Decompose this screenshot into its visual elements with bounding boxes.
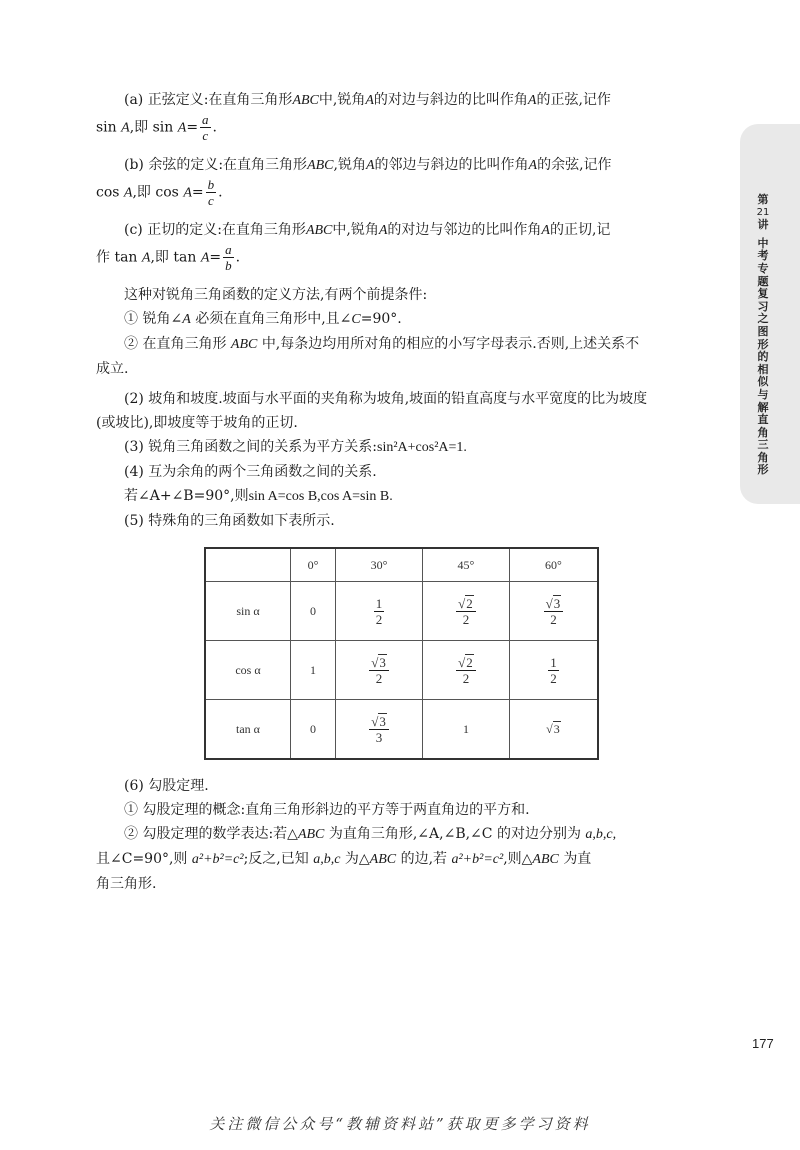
denominator: c [207, 193, 214, 208]
cell [336, 700, 423, 760]
text: ① 锐角∠ [124, 311, 183, 327]
math-fn: sin [96, 119, 117, 136]
math: A [200, 250, 210, 266]
footer-note: 关注微信公众号“教辅资料站”获取更多学习资料 [209, 1115, 591, 1133]
cosine-definition: (b) 余弦的定义:在直角三角形ABC,锐角A的邻边与斜边的比叫作角A的余弦,记作 cos A,即 cos A= $\frac{b}{c}$ . [96, 157, 612, 208]
row-label: tan α [205, 700, 291, 760]
text: 的正切,记 [549, 222, 611, 238]
cell [422, 641, 509, 700]
denominator: 2 [375, 611, 383, 627]
slope-line: (或坡比),即坡度等于坡角的正切. [96, 415, 298, 431]
cell: 1 [422, 700, 509, 760]
denominator: 2 [550, 670, 557, 686]
math: A [527, 93, 537, 108]
text: ,即 [129, 119, 149, 136]
math: A [182, 312, 191, 327]
tangent-definition: (c) 正切的定义:在直角三角形ABC中,锐角A的对边与邻边的比叫作角A的正切,记 作 tan A,即 tan A= $\frac{a}{b}$ . [96, 222, 611, 273]
math: A [365, 158, 375, 173]
slope-section [96, 387, 722, 533]
page-number: 177 [752, 1036, 774, 1051]
text: (a) 正弦定义:在直角三角形 [124, 92, 293, 108]
math: A [123, 185, 133, 201]
pythagoras-section [96, 774, 722, 896]
denominator: 2 [375, 670, 383, 686]
numerator: 1 [375, 595, 383, 611]
denominator: 2 [550, 611, 557, 627]
side-char: 图 [757, 324, 769, 338]
pythagoras-concept: ① 勾股定理的概念:直角三角形斜边的平方等于两直角边的平方和. [124, 802, 530, 818]
math: A [541, 223, 550, 238]
numerator: a [202, 112, 209, 127]
math: A [141, 250, 151, 266]
radical: √ [458, 595, 466, 611]
cell [509, 582, 598, 641]
text: (c) 正切的定义:在直角三角形 [124, 222, 306, 238]
math-fn: tan [173, 249, 197, 266]
math: ABC [297, 827, 325, 842]
math: ABC [307, 158, 334, 173]
cell [422, 582, 509, 641]
fraction [206, 178, 217, 207]
trig-table-wrap [204, 547, 722, 760]
text: (3) 锐角三角函数之间的关系为平方关系: [124, 439, 377, 455]
text: 中,锐角 [332, 222, 379, 238]
radical: √ [458, 654, 466, 670]
sine-definition: (a) 正弦定义:在直角三角形ABC中,锐角A的对边与斜边的比叫作角A的正弦,记作 sin A,即 sin A= $\frac{a}{c}$ . [96, 92, 611, 143]
header-cell: 0° [291, 548, 336, 582]
side-char: 解 [757, 400, 769, 414]
text: 中,每条边均用所对角的相应的小写字母表示.否则,上述关系不 [261, 336, 640, 352]
text: 必须在直角三角形中,且∠ [195, 311, 352, 327]
text: 的正弦,记作 [536, 92, 611, 108]
side-char: 之 [757, 312, 769, 326]
denominator: 2 [462, 611, 470, 627]
premise-section [96, 283, 722, 381]
math: a²+b²=c² [451, 852, 504, 867]
side-char: 习 [757, 299, 769, 313]
numerator: b [207, 177, 215, 192]
side-char: 专 [757, 261, 769, 275]
text: 中,锐角 [318, 92, 366, 108]
trig-values-table [204, 547, 599, 760]
side-char: 角 [757, 450, 769, 464]
row-label: cos α [205, 641, 291, 700]
radicand: 3 [553, 721, 560, 736]
text: 为直 [563, 851, 592, 867]
side-char: 三 [757, 438, 769, 452]
radicand: 2 [466, 595, 473, 611]
math-fn: tan [114, 249, 138, 266]
side-char: 与 [757, 387, 769, 401]
radical: √ [545, 595, 553, 611]
text: ,锐角 [333, 157, 366, 173]
text: =90°. [360, 311, 402, 327]
cell: 0 [291, 582, 336, 641]
special-heading: (5) 特殊角的三角函数如下表所示. [124, 513, 335, 529]
math: sin A=cos B,cos A=sin B. [248, 489, 393, 504]
math: a²+b²=c² [191, 852, 244, 867]
radicand: 2 [466, 654, 473, 670]
side-char: 中 [757, 236, 769, 250]
header-cell: 45° [422, 548, 509, 582]
fraction [223, 243, 234, 272]
text: 为△ [344, 851, 370, 867]
cell [336, 582, 423, 641]
side-char: 第 [757, 193, 769, 206]
side-char: 考 [757, 249, 769, 263]
text: ,即 [132, 184, 151, 201]
radical: √ [546, 721, 553, 736]
fraction [200, 113, 211, 142]
math: A [121, 120, 130, 136]
side-char: 21 [756, 206, 770, 218]
math: ABC [369, 852, 397, 867]
text: (b) 余弦的定义:在直角三角形 [124, 157, 308, 173]
side-char: 相 [757, 362, 769, 376]
side-char: 复 [757, 287, 769, 301]
side-char: 题 [757, 274, 769, 288]
text: 且∠C=90°,则 [96, 851, 188, 867]
side-char: 形 [757, 463, 769, 477]
numerator: 1 [550, 654, 557, 670]
radical: √ [371, 713, 379, 729]
chapter-side-title [752, 194, 774, 477]
math: A [365, 93, 374, 108]
text: 的邻边与斜边的比叫作角 [374, 157, 529, 173]
premise-intro: 这种对锐角三角函数的定义方法,有两个前提条件: [124, 287, 428, 303]
cell: 0 [291, 700, 336, 760]
text: 的对边与斜边的比叫作角 [373, 92, 528, 108]
table-row [205, 582, 598, 641]
cell [336, 641, 423, 700]
math: ABC [230, 337, 258, 352]
cell [509, 641, 598, 700]
text: ;反之,已知 [243, 851, 309, 867]
math: A [183, 185, 192, 201]
side-char: 的 [757, 350, 769, 364]
radical: √ [371, 654, 379, 670]
side-char: 形 [757, 337, 769, 351]
denominator: b [225, 258, 232, 273]
cell: 1 [291, 641, 336, 700]
slope-line: (2) 坡角和坡度.坡面与水平面的夹角称为坡角,坡面的铅直高度与水平宽度的比为坡度 [124, 391, 648, 407]
side-char: 角 [757, 425, 769, 439]
math: A [378, 223, 388, 238]
header-cell: 60° [509, 548, 598, 582]
text: ,则△ [503, 851, 533, 867]
numerator: a [225, 242, 232, 257]
math: A [177, 120, 187, 136]
page-body [96, 88, 722, 902]
side-char: 直 [757, 413, 769, 427]
pythagoras-heading: (6) 勾股定理. [124, 778, 209, 794]
text: ② 勾股定理的数学表达:若△ [124, 826, 298, 842]
math: ABC [305, 223, 333, 238]
text: 的边,若 [400, 851, 448, 867]
complement-heading: (4) 互为余角的两个三角函数之间的关系. [124, 464, 377, 480]
text: 作 [96, 249, 110, 266]
text: ② 在直角三角形 [124, 336, 227, 352]
text: 的对边与邻边的比叫作角 [387, 222, 542, 238]
cell [509, 700, 598, 760]
premise-end: 成立. [96, 361, 129, 377]
denominator: c [202, 128, 209, 143]
math: A [528, 158, 538, 173]
pythagoras-end: 角三角形. [96, 876, 157, 892]
math-fn: cos [155, 184, 179, 201]
math: a,b,c [313, 852, 341, 867]
math: C [351, 312, 361, 327]
side-char: 讲 [757, 218, 769, 232]
table-row [205, 700, 598, 760]
math-fn: cos [96, 184, 120, 201]
radicand: 3 [553, 595, 561, 611]
math: sin²A+cos²A=1. [377, 440, 467, 455]
text: 的余弦,记作 [537, 157, 612, 173]
math: ABC [292, 93, 319, 108]
denominator: 2 [462, 670, 470, 686]
header-cell [205, 548, 291, 582]
radicand: 3 [379, 654, 386, 670]
text: ,即 [150, 249, 169, 266]
text: 若∠A+∠B=90°,则 [124, 488, 249, 504]
radicand: 3 [379, 713, 386, 729]
row-label: sin α [205, 582, 291, 641]
side-char: 似 [757, 375, 769, 389]
table-row [205, 641, 598, 700]
math: a,b,c, [585, 827, 617, 842]
denominator: 3 [375, 729, 383, 745]
header-cell: 30° [336, 548, 423, 582]
text: 为直角三角形,∠A,∠B,∠C 的对边分别为 [328, 826, 581, 842]
math: ABC [532, 852, 559, 867]
math-fn: sin [152, 119, 174, 136]
